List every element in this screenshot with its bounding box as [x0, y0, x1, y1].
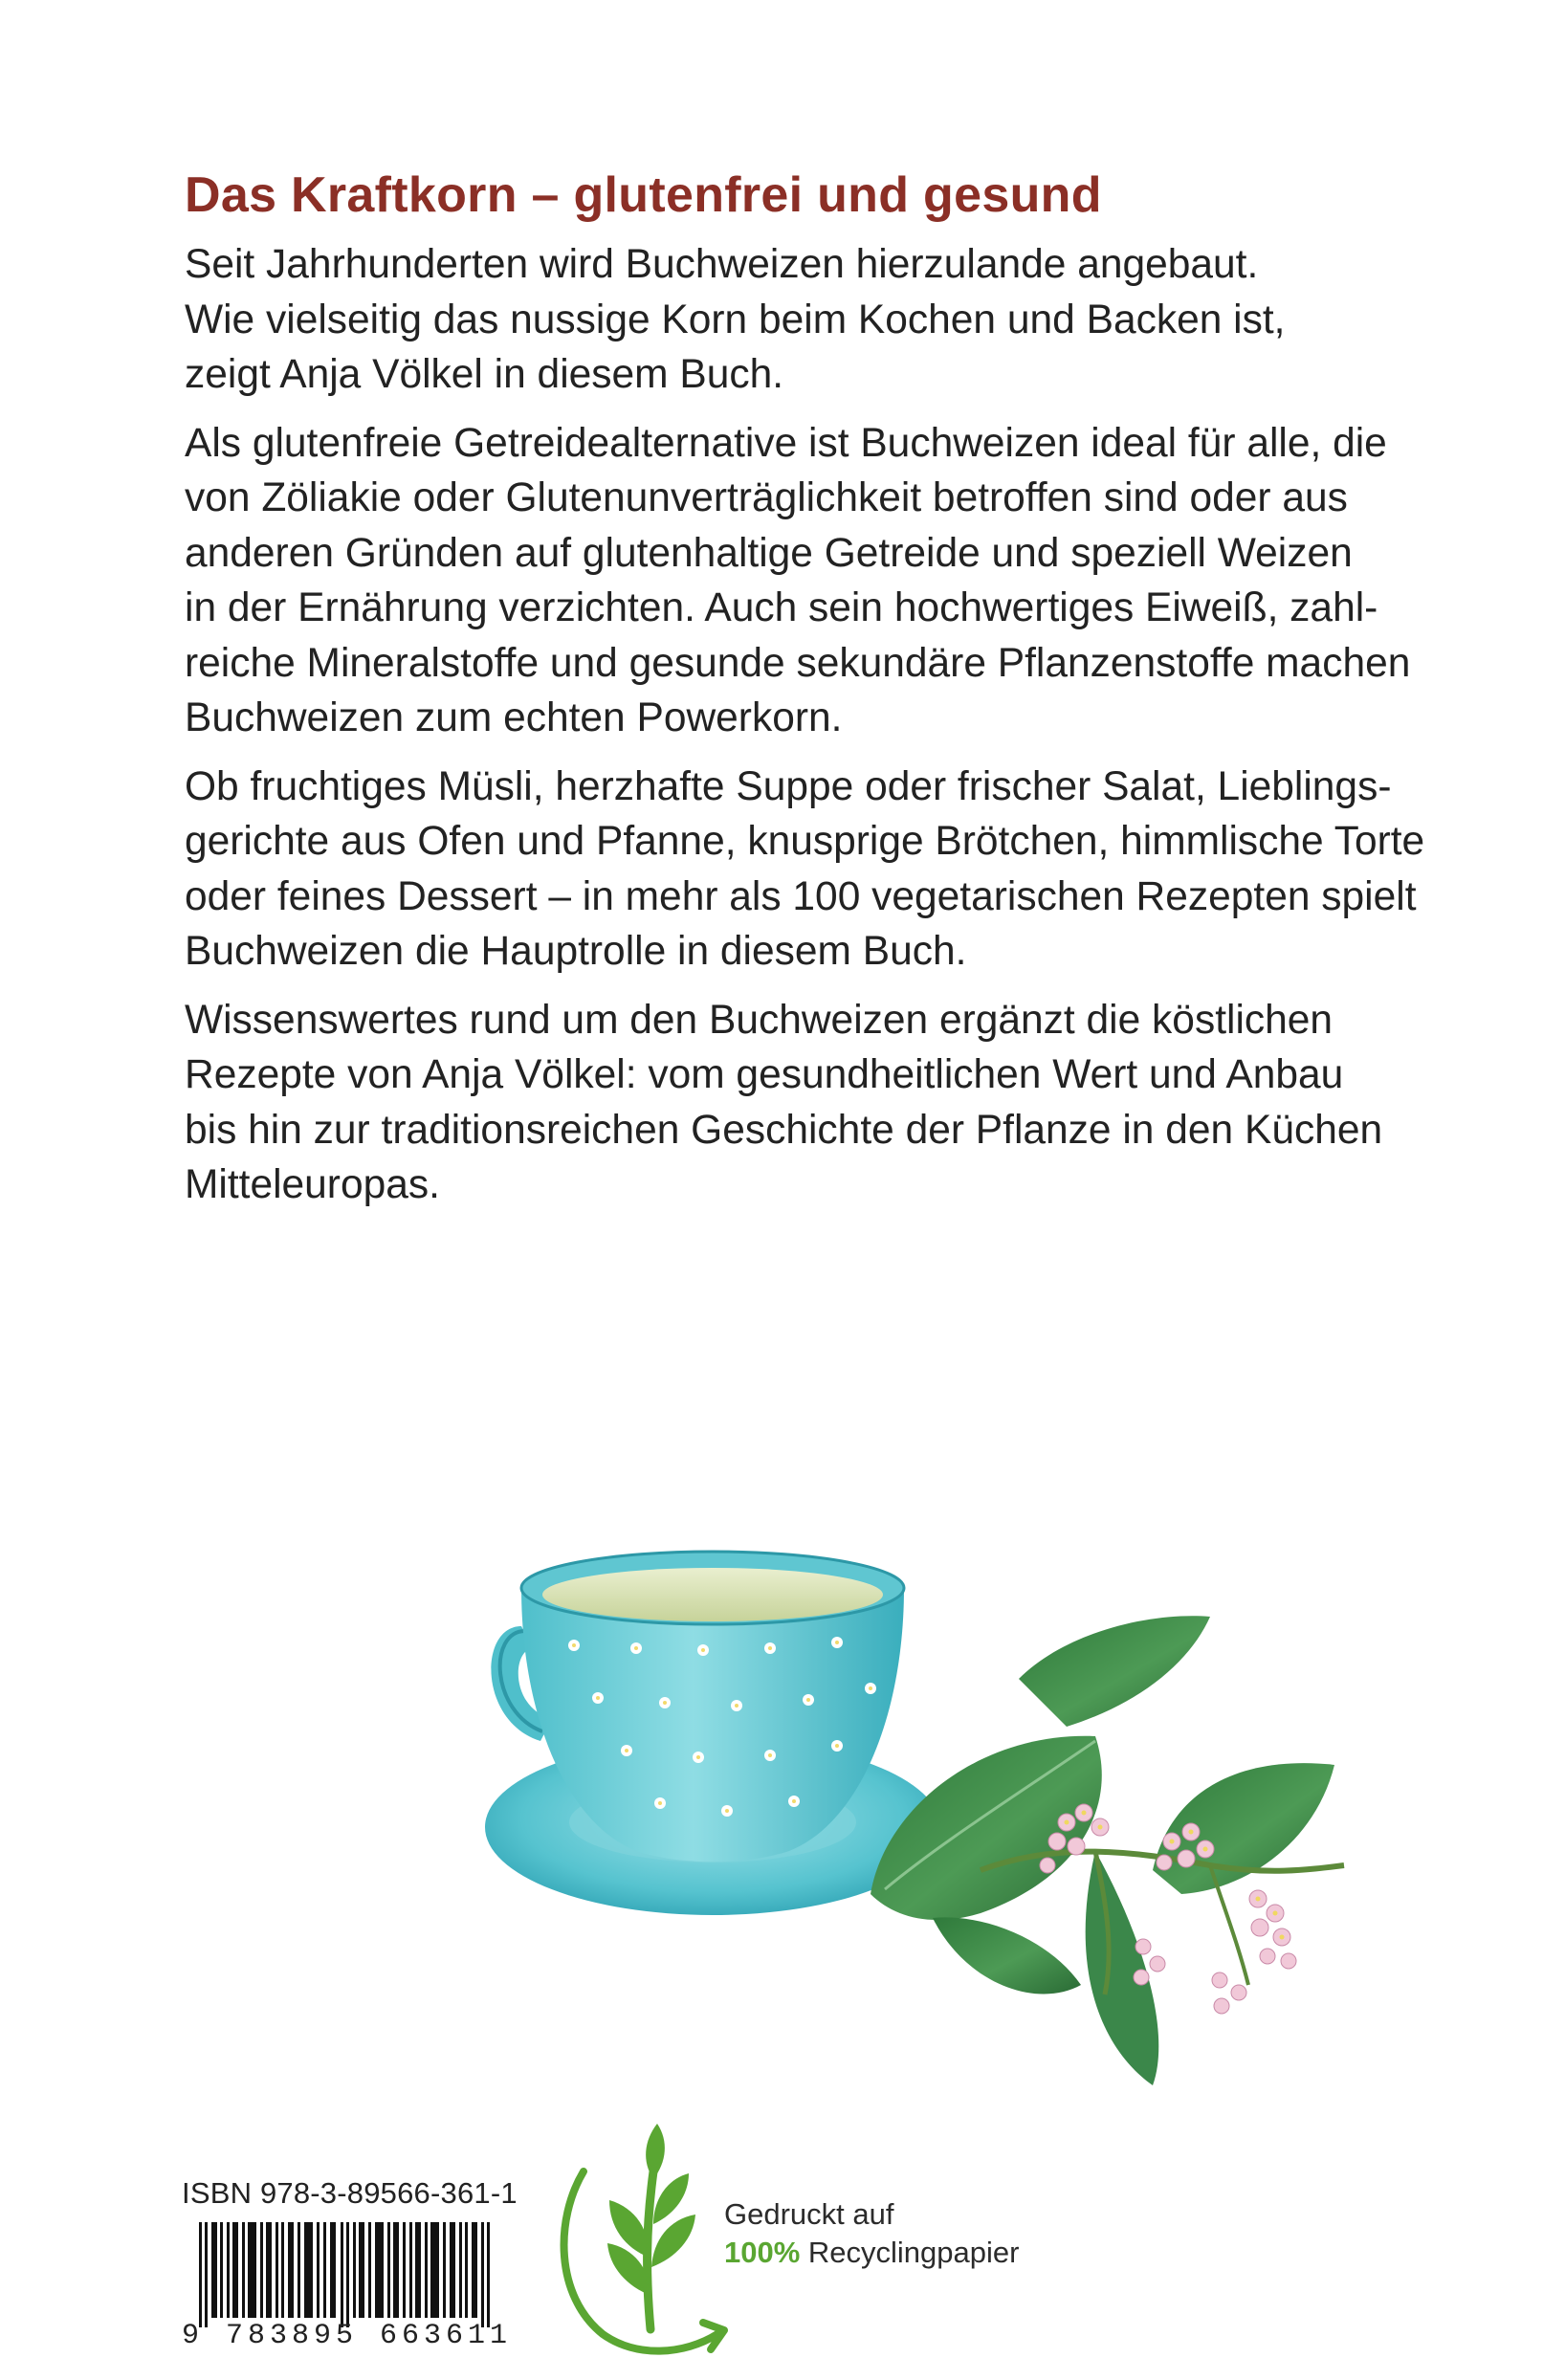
recycling-paper-label: Recyclingpapier: [800, 2236, 1020, 2269]
paragraph-1: Seit Jahrhunderten wird Buchweizen hierzulande angebaut. Wie vielseitig das nussige Korn beim Kochen und Backen ist, zeigt Anja Völkel in diesem Buch.: [185, 242, 1286, 397]
barcode-digits: 9 783895 663611: [182, 2320, 513, 2352]
recycling-line-2: [724, 2234, 1049, 2272]
teacup-illustration: [483, 1535, 1382, 2100]
paragraph-2: Als glutenfreie Getreidealternative ist Buchweizen ideal für alle, die von Zöliakie oder Glutenunverträglichkeit betroffen sind oder aus anderen Gründen auf glutenhaltige Getreide und speziell Weizen in der Ernährung verzichten. Auch sein hochwertiges Eiweiß, zahl- reiche Mineralstoffe und gesunde sekundäre Pflanzenstoffe machen Buchweizen zum echten Powerkorn.: [185, 420, 1411, 740]
paragraph-3: Ob fruchtiges Müsli, herzhafte Suppe oder frischer Salat, Lieblings- gerichte aus Ofen und Pfanne, knusprige Brötchen, himmlische Torte oder feines Dessert – in mehr als 100 vegetarischen Rezepten spielt Buchweizen die Hauptrolle in diesem Buch.: [185, 763, 1425, 974]
tea: [542, 1568, 883, 1621]
recycling-line-1: Gedruckt auf: [724, 2197, 894, 2231]
recycling-badge: [550, 2105, 1047, 2363]
recycling-text: [724, 2195, 1049, 2272]
isbn-label: ISBN 978-3-89566-361-1: [182, 2176, 518, 2210]
isbn-barcode-block: [182, 2176, 518, 2353]
paragraph-4: Wissenswertes rund um den Buchweizen ergänzt die köstlichen Rezepte von Anja Völkel: vom gesundheitlichen Wert und Anbau bis hin zur traditionsreichen Geschichte der Pflanze in den Küchen Mitteleuropas.: [185, 997, 1383, 1207]
headline: Das Kraftkorn – glutenfrei und gesund: [185, 167, 1102, 223]
sprout-recycling-icon: [550, 2105, 751, 2363]
barcode: [182, 2222, 512, 2327]
recycling-percent: 100%: [724, 2236, 801, 2269]
buckwheat-branch: [871, 1616, 1344, 2085]
blurb: [185, 165, 1457, 1226]
